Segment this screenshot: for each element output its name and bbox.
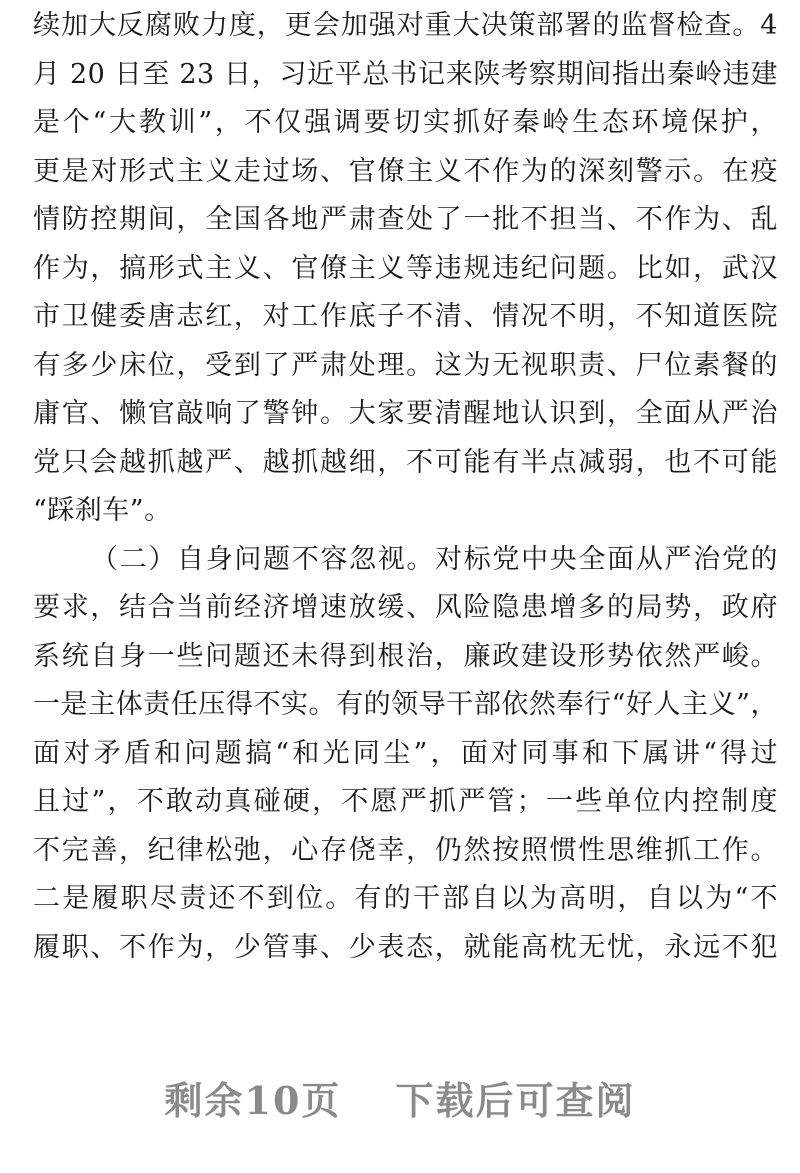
text-line: 履职、不作为，少管事、少表态，就能高枕无忧，永远不犯 — [33, 931, 778, 963]
text-line: 情防控期间，全国各地严肃查处了一批不担当、不作为、乱 — [33, 204, 778, 235]
text-line: 是个“大教训”，不仅强调要切实抓好秦岭生态环境保护， — [33, 107, 778, 138]
text-line: 系统自身一些问题还未得到根治，廉政建设形势依然严峻。 — [33, 640, 778, 672]
text-line: 月 20 日至 23 日，习近平总书记来陕考察期间指出秦岭违建 — [33, 58, 778, 90]
text-line: “踩刹车”。 — [33, 495, 172, 526]
text-line: 一是主体责任压得不实。有的领导干部依然奉行“好人主义”， — [33, 689, 778, 720]
text-line: 要求，结合当前经济增速放缓、风险隐患增多的局势，政府 — [33, 592, 778, 623]
text-line: 作为，搞形式主义、官僚主义等违规违纪问题。比如，武汉 — [33, 252, 778, 284]
document-body — [33, 2, 778, 972]
text-line: 党只会越抓越严、越抓越细，不可能有半点减弱，也不可能 — [33, 446, 778, 478]
section-heading-line: （二）自身问题不容忽视。对标党中央全面从严治党的 — [91, 543, 778, 575]
download-prompt[interactable] — [0, 1070, 800, 1125]
text-line: 更是对形式主义走过场、官僚主义不作为的深刻警示。在疫 — [33, 155, 778, 187]
text-line: 二是履职尽责还不到位。有的干部自以为高明，自以为“不 — [33, 883, 778, 914]
text-line: 庸官、懒官敲响了警钟。大家要清醒地认识到，全面从严治 — [33, 398, 778, 429]
text-line: 市卫健委唐志红，对工作底子不清、情况不明，不知道医院 — [33, 301, 778, 332]
text-line: 续加大反腐败力度，更会加强对重大决策部署的监督检查。4 — [33, 10, 778, 41]
text-line: 有多少床位，受到了严肃处理。这为无视职责、尸位素餐的 — [33, 349, 778, 381]
text-line: 面对矛盾和问题搞“和光同尘”，面对同事和下属讲“得过 — [33, 737, 778, 769]
text-line: 且过”，不敢动真碰硬，不愿严抓严管；一些单位内控制度 — [33, 786, 778, 817]
download-to-view-label: 下载后可查阅 — [395, 1078, 636, 1123]
remaining-pages-label: 剩余10页 — [164, 1078, 342, 1123]
text-line: 不完善，纪律松弛，心存侥幸，仍然按照惯性思维抓工作。 — [33, 834, 778, 866]
